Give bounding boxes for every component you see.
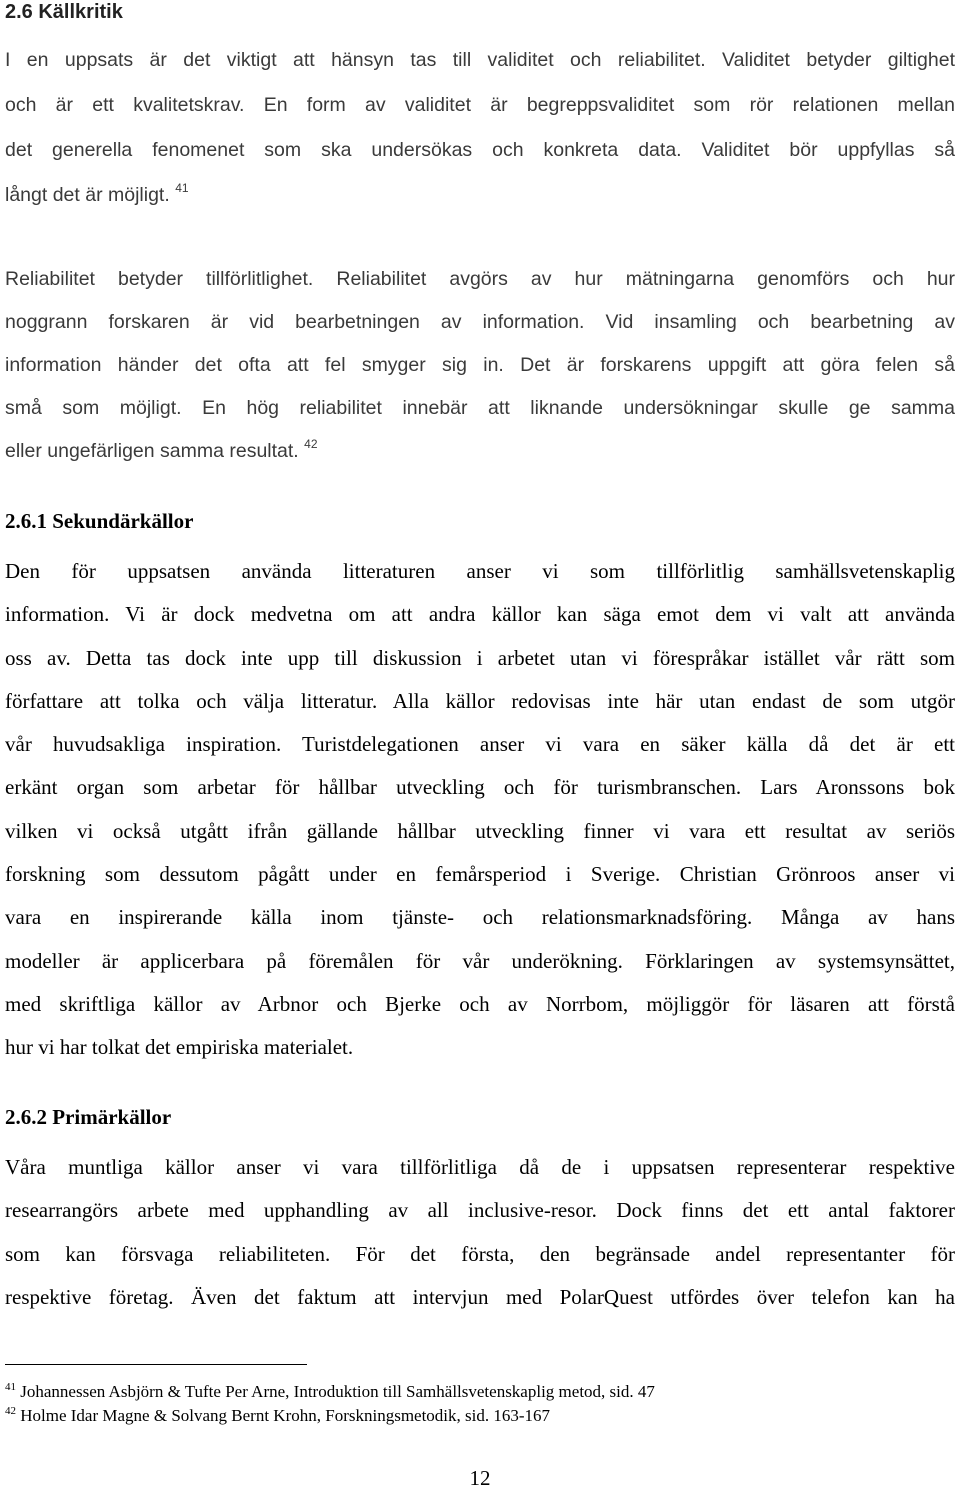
paragraph-line: Våra muntliga källor anser vi vara tillförlitliga då de i uppsatsen representerar respektive — [5, 1155, 955, 1179]
paragraph-line: långt det är möjligt. $^{41}$ — [5, 181, 189, 206]
footnote-number: 41 — [5, 1381, 16, 1393]
footnote: $^{41}$ Johannessen Asbjörn & Tufte Per Arne, Introduktion till Samhällsvetenskaplig metod, sid. 47 — [5, 1381, 655, 1401]
paragraph-line: respektive företag. Även det faktum att intervjun med PolarQuest utfördes över telefon kan ha — [5, 1285, 955, 1309]
footnote-separator — [5, 1364, 307, 1365]
paragraph-line: Den för uppsatsen använda litteraturen anser vi som tillförlitlig samhällsvetenskaplig — [5, 559, 955, 583]
paragraph-line: vilken vi också utgått ifrån gällande hållbar utveckling finner vi vara ett resultat av seriös — [5, 819, 955, 843]
footnote: $^{42}$ Holme Idar Magne & Solvang Bernt Krohn, Forskningsmetodik, sid. 163-167 — [5, 1405, 551, 1425]
paragraph-line: oss av. Detta tas dock inte upp till diskussion i arbetet utan vi förespråkar istället vår rätt som — [5, 646, 955, 670]
paragraph-line: researrangörs arbete med upphandling av all inclusive-resor. Dock finns det ett antal faktorer — [5, 1198, 955, 1222]
subsection-heading: 2.6.1 Sekundärkällor — [5, 509, 194, 533]
paragraph-line: författare att tolka och välja litteratur. Alla källor redovisas inte här utan endast de som utgör — [5, 689, 955, 713]
paragraph-line: modeller är applicerbara på föremålen för vår underökning. Förklaringen av systemsynsättet, — [5, 949, 955, 973]
paragraph-line: små som möjligt. En hög reliabilitet innebär att liknande undersökningar skulle ge samma — [5, 397, 955, 419]
paragraph-line: Reliabilitet betyder tillförlitlighet. Reliabilitet avgörs av hur mätningarna genomförs och hur — [5, 268, 955, 290]
paragraph-line: information. Vi är dock medvetna om att andra källor kan säga emot dem vi valt att använda — [5, 602, 955, 626]
subsection-heading: 2.6.2 Primärkällor — [5, 1105, 172, 1129]
document-page — [5, 0, 955, 1492]
paragraph-line: forskning som dessutom pågått under en femårsperiod i Sverige. Christian Grönroos anser vi — [5, 862, 955, 886]
footnote-ref: 41 — [175, 181, 189, 195]
paragraph-line: hur vi har tolkat det empiriska materialet. — [5, 1035, 354, 1059]
footnote-number: 42 — [5, 1405, 16, 1417]
paragraph-line: det generella fenomenet som ska undersökas och konkreta data. Validitet bör uppfyllas så — [5, 139, 955, 161]
page-number: 12 — [469, 1466, 491, 1490]
paragraph-line: med skriftliga källor av Arbnor och Bjerke och av Norrbom, möjliggör för läsaren att förstå — [5, 992, 955, 1016]
paragraph-line: som kan försvaga reliabiliteten. För det första, den begränsade andel representanter för — [5, 1242, 955, 1266]
paragraph-line: vår huvudsakliga inspiration. Turistdelegationen anser vi vara en säker källa då det är ett — [5, 732, 955, 756]
paragraph-line: I en uppsats är det viktigt att hänsyn tas till validitet och reliabilitet. Validitet betyder giltighet — [5, 49, 955, 71]
footnote-ref: 42 — [304, 437, 318, 451]
paragraph-line: information händer det ofta att fel smyger sig in. Det är forskarens uppgift att göra felen så — [5, 354, 955, 376]
paragraph-line: erkänt organ som arbetar för hållbar utveckling och för turismbranschen. Lars Aronssons bok — [5, 775, 955, 799]
paragraph-line: noggrann forskaren är vid bearbetningen av information. Vid insamling och bearbetning av — [5, 311, 955, 333]
paragraph-line: eller ungefärligen samma resultat. $^{42}$ — [5, 437, 318, 462]
paragraph-line: och är ett kvalitetskrav. En form av validitet är begreppsvaliditet som rör relationen mellan — [5, 94, 955, 116]
section-heading: 2.6 Källkritik — [5, 1, 123, 23]
paragraph-line: vara en inspirerande källa inom tjänste- och relationsmarknadsföring. Många av hans — [5, 905, 955, 929]
